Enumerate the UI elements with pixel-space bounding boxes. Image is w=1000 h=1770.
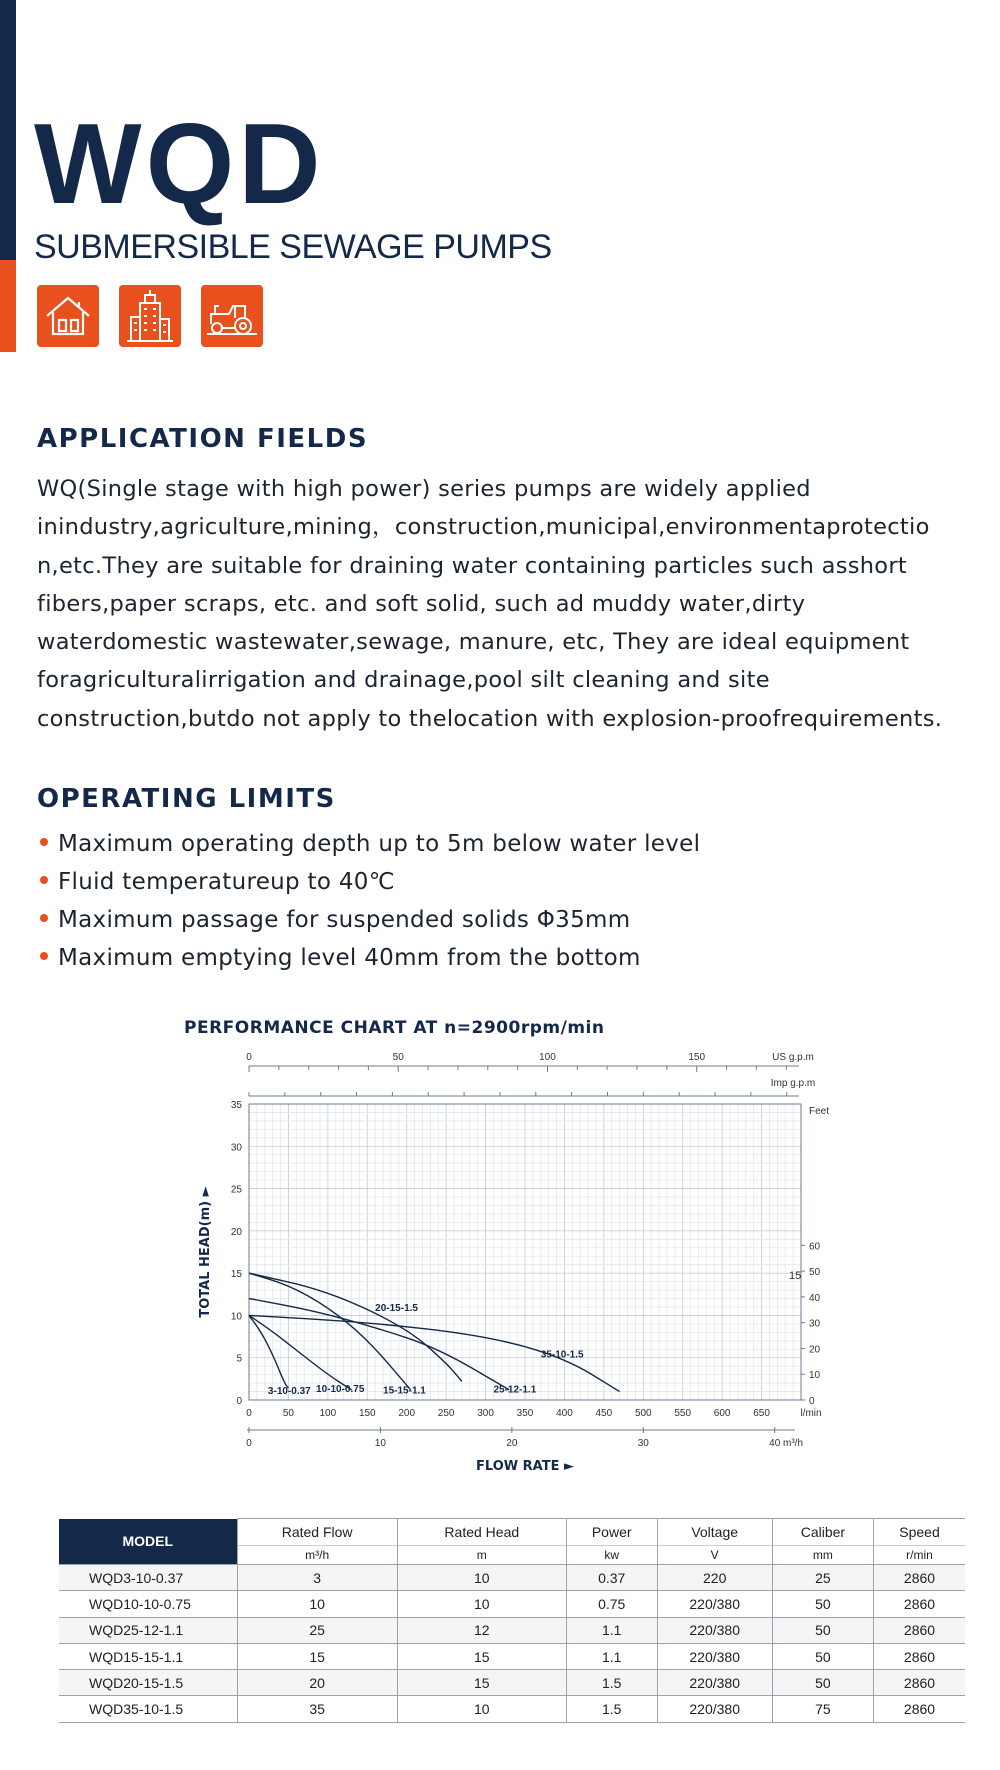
series-label: 3-10-0.37: [267, 1386, 311, 1398]
table-header: Rated Head: [397, 1519, 566, 1546]
extra-label: 15: [789, 1270, 802, 1283]
x-tick-label: 350: [516, 1408, 534, 1419]
cell: 2860: [874, 1643, 965, 1669]
cell: 35: [237, 1696, 397, 1722]
table-row: [59, 1591, 965, 1617]
cell: 50: [772, 1617, 873, 1643]
y-tick-label: 35: [230, 1100, 242, 1111]
x-tick-label: 500: [634, 1408, 652, 1419]
y-tick-label: 5: [236, 1353, 242, 1365]
cell: 10: [237, 1591, 397, 1617]
table-row: [59, 1617, 965, 1643]
cell: 50: [772, 1643, 873, 1669]
feet-tick-label: 40: [809, 1292, 821, 1304]
cell: 15: [237, 1643, 397, 1669]
y-tick-label: 25: [230, 1184, 242, 1196]
cell: 10: [397, 1565, 566, 1591]
accent-bar-navy: [0, 0, 16, 260]
list-item: Maximum passage for suspended solids Φ35mm: [40, 901, 700, 939]
cell: 220/380: [657, 1591, 772, 1617]
description-line: WQ(Single stage with high power) series pumps are widely applied: [37, 476, 811, 502]
description-line: construction,butdo not apply to thelocation with explosion-proofrequirements.: [37, 705, 943, 732]
table-unit: m: [397, 1546, 566, 1565]
table-row: [59, 1565, 965, 1591]
table-unit: V: [657, 1546, 772, 1565]
x-tick-label: 600: [713, 1408, 731, 1419]
cell: 220/380: [657, 1617, 772, 1643]
operating-limits-heading: OPERATING LIMITS: [37, 784, 336, 814]
m3h-tick-label: 10: [374, 1438, 386, 1449]
y-tick-label: 0: [236, 1396, 242, 1407]
spec-table: [59, 1518, 965, 1723]
house-icon: [37, 285, 99, 347]
x-tick-label: 100: [319, 1408, 337, 1419]
product-subtitle: SUBMERSIBLE SEWAGE PUMPS: [34, 228, 552, 266]
cell-model: WQD35-10-1.5: [59, 1696, 237, 1722]
application-icons: [37, 285, 263, 347]
building-icon: [119, 285, 181, 347]
cell-model: WQD15-15-1.1: [59, 1643, 237, 1669]
table-unit: m³/h: [237, 1546, 397, 1565]
operating-limits-list: [40, 825, 700, 977]
table-unit: r/min: [874, 1546, 965, 1565]
m3h-tick-label: 20: [506, 1438, 518, 1449]
cell: 10: [397, 1696, 566, 1722]
y-axis-title: TOTAL HEAD(m) ►: [198, 1186, 213, 1318]
table-header: Rated Flow: [237, 1519, 397, 1546]
cell: 220/380: [657, 1643, 772, 1669]
description-line: foragriculturalirrigation and drainage,pool silt cleaning and site: [37, 667, 770, 694]
cell: 0.37: [566, 1565, 657, 1591]
impgpm-unit-label: Imp g.p.m: [770, 1078, 816, 1089]
series-label: 35-10-1.5: [540, 1349, 584, 1361]
cell: 15: [397, 1643, 566, 1669]
y-tick-label: 20: [230, 1226, 242, 1238]
cell: 1.5: [566, 1670, 657, 1696]
list-item: Maximum emptying level 40mm from the bottom: [40, 939, 700, 977]
series-label: 15-15-1.1: [383, 1385, 426, 1397]
cell: 2860: [874, 1696, 965, 1722]
m3h-tick-label: 40: [769, 1438, 781, 1449]
m3h-unit-label: m³/h: [783, 1438, 803, 1449]
description-line: fibers,paper scraps, etc. and soft solid, such ad muddy water,dirty: [37, 590, 806, 617]
x-tick-label: 0: [246, 1408, 252, 1419]
cell: 12: [397, 1617, 566, 1643]
x-tick-label: 250: [437, 1408, 455, 1419]
table-header: Power: [566, 1519, 657, 1546]
cell: 25: [237, 1617, 397, 1643]
cell: 1.1: [566, 1617, 657, 1643]
cell: 1.1: [566, 1643, 657, 1669]
description-line: n,etc.They are suitable for draining water containing particles such asshort: [37, 552, 908, 579]
cell: 2860: [874, 1591, 965, 1617]
cell: 2860: [874, 1617, 965, 1643]
cell: 1.5: [566, 1696, 657, 1722]
usgpm-tick-label: 50: [392, 1052, 404, 1063]
usgpm-tick-label: 100: [539, 1052, 556, 1063]
description-line: waterdomestic wastewater,sewage, manure, etc, They are ideal equipment: [37, 629, 910, 656]
table-unit: mm: [772, 1546, 873, 1565]
cell-model: WQD3-10-0.37: [59, 1565, 237, 1591]
feet-tick-label: 10: [809, 1370, 821, 1382]
series-line: [249, 1315, 288, 1388]
cell: 50: [772, 1591, 873, 1617]
table-header: Caliber: [772, 1519, 873, 1546]
list-item: Fluid temperatureup to 40℃: [40, 863, 700, 901]
bullet-icon: [40, 914, 48, 922]
series-label: 10-10-0.75: [316, 1383, 365, 1395]
feet-tick-label: 20: [809, 1344, 821, 1356]
feet-tick-label: 60: [809, 1241, 821, 1253]
m3h-tick-label: 30: [637, 1438, 649, 1449]
bullet-icon: [40, 838, 48, 846]
product-title: WQD: [34, 101, 325, 228]
y-tick-label: 10: [230, 1311, 242, 1323]
x-tick-label: 400: [556, 1408, 573, 1419]
cell-model: WQD25-12-1.1: [59, 1617, 237, 1643]
cell: 220/380: [657, 1696, 772, 1722]
cell: 2860: [874, 1565, 965, 1591]
x-tick-label: 300: [477, 1408, 494, 1419]
list-item: Maximum operating depth up to 5m below water level: [40, 825, 700, 863]
table-header-model: MODEL: [59, 1519, 237, 1565]
cell: 2860: [874, 1670, 965, 1696]
cell: 3: [237, 1565, 397, 1591]
bullet-icon: [40, 952, 48, 960]
accent-bar-orange: [0, 260, 16, 352]
table-unit: kw: [566, 1546, 657, 1565]
cell-model: WQD10-10-0.75: [59, 1591, 237, 1617]
series-label: 20-15-1.5: [375, 1303, 418, 1315]
table-row: [59, 1643, 965, 1669]
feet-tick-label: 30: [809, 1318, 821, 1330]
application-fields-heading: APPLICATION FIELDS: [37, 424, 369, 454]
y-tick-label: 30: [230, 1142, 242, 1154]
table-row: [59, 1696, 965, 1722]
x-tick-label: 200: [398, 1408, 416, 1419]
x-tick-label: 650: [753, 1408, 770, 1419]
x-unit-label: l/min: [800, 1408, 822, 1419]
cell: 20: [237, 1670, 397, 1696]
application-description: [37, 470, 997, 738]
description-line: inindustry,agriculture,mining，construction,municipal,environmentaprotectio: [37, 514, 930, 541]
table-row: [59, 1670, 965, 1696]
cell: 220/380: [657, 1670, 772, 1696]
cell: 50: [772, 1670, 873, 1696]
cell: 10: [397, 1591, 566, 1617]
m3h-tick-label: 0: [246, 1438, 252, 1449]
feet-tick-label: 0: [809, 1396, 815, 1407]
usgpm-unit-label: US g.p.m: [772, 1052, 814, 1063]
cell-model: WQD20-15-1.5: [59, 1670, 237, 1696]
series-label: 25-12-1.1: [493, 1384, 537, 1396]
cell: 0.75: [566, 1591, 657, 1617]
x-tick-label: 50: [282, 1408, 294, 1419]
performance-chart: [195, 1048, 855, 1498]
cell: 15: [397, 1670, 566, 1696]
x-tick-label: 550: [674, 1408, 692, 1419]
tractor-icon: [201, 285, 263, 347]
feet-tick-label: 50: [809, 1267, 821, 1279]
usgpm-tick-label: 150: [688, 1052, 706, 1063]
table-header: Voltage: [657, 1519, 772, 1546]
x-tick-label: 150: [358, 1408, 376, 1419]
bullet-icon: [40, 876, 48, 884]
x-axis-title: FLOW RATE ►: [476, 1459, 574, 1474]
cell: 75: [772, 1696, 873, 1722]
table-header: Speed: [874, 1519, 965, 1546]
x-tick-label: 450: [595, 1408, 613, 1419]
usgpm-tick-label: 0: [246, 1052, 252, 1063]
cell: 220: [657, 1565, 772, 1591]
feet-unit-label: Feet: [809, 1106, 830, 1117]
cell: 25: [772, 1565, 873, 1591]
y-tick-label: 15: [230, 1269, 242, 1281]
chart-title: PERFORMANCE CHART AT n=2900rpm/min: [184, 1018, 605, 1038]
